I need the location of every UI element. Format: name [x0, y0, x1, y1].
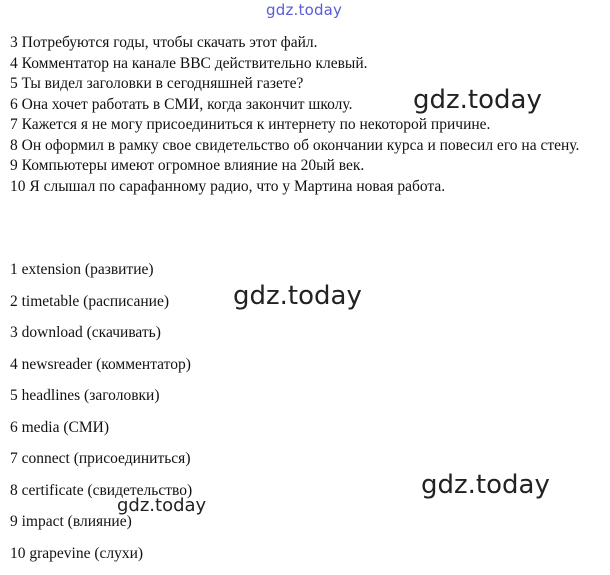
watermark-right-upper: gdz.today	[413, 87, 542, 113]
sentence-7: 7 Кажется я не могу присоединиться к интернету по некоторой причине.	[10, 115, 602, 136]
sentence-8: 8 Он оформил в рамку свое свидетельство об окончании курса и повесил его на стену.	[10, 136, 602, 157]
vocab-item-impact: 9 impact (влияние)	[10, 512, 192, 544]
vocab-item-download: 3 download (скачивать)	[10, 323, 192, 355]
vocab-item-connect: 7 connect (присоединиться)	[10, 449, 192, 481]
sentence-10: 10 Я слышал по сарафанному радио, что у Мартина новая работа.	[10, 177, 602, 198]
vocab-item-grapevine: 10 grapevine (слухи)	[10, 544, 192, 575]
sentence-6: 6 Она хочет работать в СМИ, когда закончит школу.	[10, 95, 602, 116]
vocab-item-headlines: 5 headlines (заголовки)	[10, 386, 192, 418]
translated-sentences	[10, 33, 602, 197]
sentence-5: 5 Ты видел заголовки в сегодняшней газете?	[10, 74, 602, 95]
watermark-center: gdz.today	[233, 283, 362, 309]
vocab-item-newsreader: 4 newsreader (комментатор)	[10, 355, 192, 387]
vocab-item-certificate: 8 certificate (свидетельство)	[10, 481, 192, 513]
watermark-small: gdz.today	[117, 497, 206, 515]
sentence-4: 4 Комментатор на канале BBC действительно клевый.	[10, 54, 602, 75]
vocab-item-media: 6 media (СМИ)	[10, 418, 192, 450]
vocab-item-timetable: 2 timetable (расписание)	[10, 292, 192, 324]
sentence-3: 3 Потребуются годы, чтобы скачать этот файл.	[10, 33, 602, 54]
watermark-top: gdz.today	[266, 3, 342, 18]
vocab-item-extension: 1 extension (развитие)	[10, 260, 192, 292]
sentence-9: 9 Компьютеры имеют огромное влияние на 20ый век.	[10, 156, 602, 177]
vocabulary-list	[10, 260, 192, 575]
watermark-right-lower: gdz.today	[421, 472, 550, 498]
